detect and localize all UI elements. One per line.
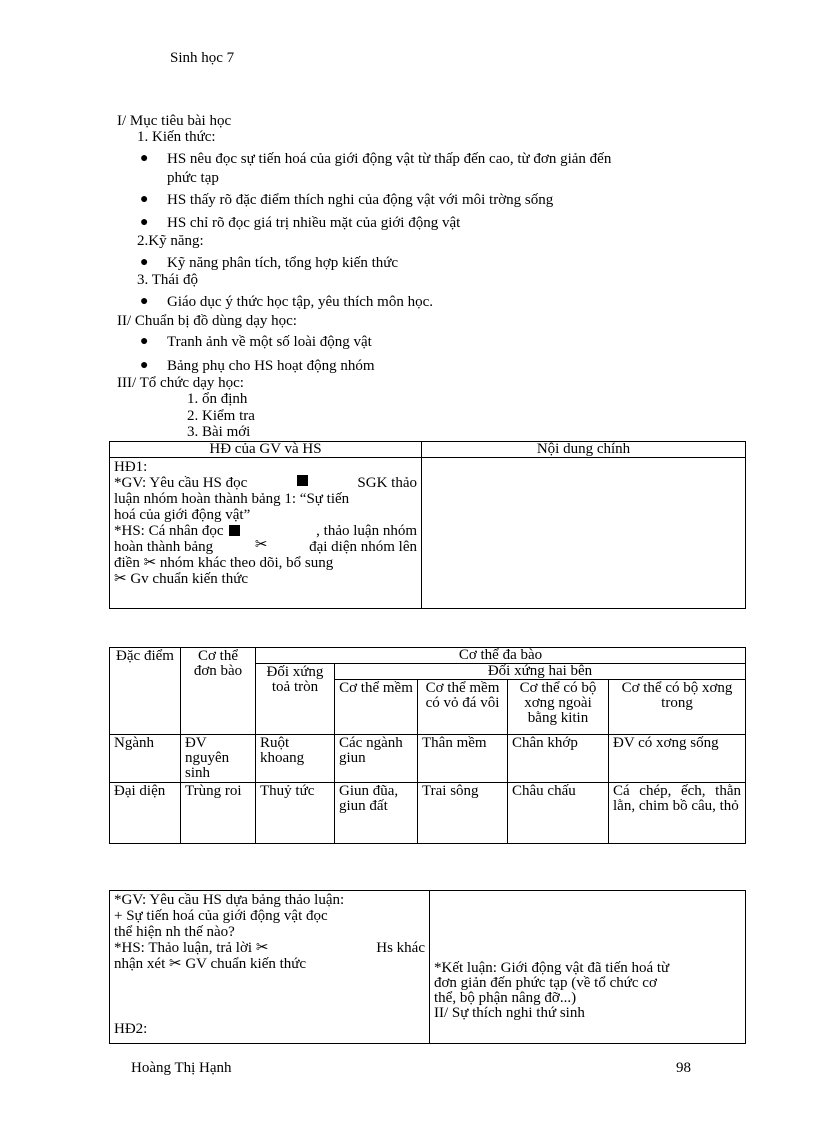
header-radial-symmetry: Đối xứng toả tròn [256,664,335,735]
row-example-cell: Cá chép, ếch, thằn lằn, chim bồ câu, thỏ [609,783,746,844]
scissors-icon: ✂ [114,571,127,587]
bullet-icon: ● [140,151,149,166]
row-phylum-cell: Chân khớp [508,735,609,783]
table3-activities-cell: *GV: Yêu cầu HS dựa bảng thảo luận: + Sự tiến hoá của giới động vật đọc thể hiện nh thế nào? *HS: Thảo luận, trả lời ✂ Hs khác nhận xét ✂ GV chuẩn kiến thức HĐ2: [110,891,430,1044]
bullet-icon: ● [140,294,149,309]
row-example-cell: Giun đũa, giun đất [335,783,418,844]
evolution-table [109,647,746,844]
skills-title: 2.Kỹ năng: [137,233,204,249]
row-example-cell: Thuỷ tức [256,783,335,844]
table1-activities-cell: HĐ1: *GV: Yêu cầu HS đọc SGK thảo luận nhóm hoàn thành bảng 1: “Sự tiến hoá của giới động vật” *HS: Cá nhân đọc , thảo luận nhóm hoàn thành bảng ✂ đại diện nhóm lên điền ✂ nhóm khác theo dõi, bổ sung ✂ Gv chuẩn kiến thức [110,458,422,609]
row-phylum-cell: Thân mềm [418,735,508,783]
row-phylum-label: Ngành [110,735,181,783]
scissors-icon: ✂ [255,940,269,956]
step-2: 2. Kiểm tra [187,408,255,424]
step-1: 1. ổn định [187,391,248,407]
knowledge-title: 1. Kiến thức: [137,129,216,145]
table1-content-cell [422,458,746,609]
row-example-cell: Trùng roi [181,783,256,844]
scissors-icon: ✂ [143,555,157,571]
bullet-icon: ● [140,192,149,207]
section-2-title: II/ Chuẩn bị đồ dùng dạy học: [117,313,297,329]
activity-table-1 [109,441,746,609]
scissors-icon: ✂ [254,537,268,553]
row-phylum-cell: Các ngành giun [335,735,418,783]
row-example-cell: Trai sông [418,783,508,844]
row-phylum-cell: Ruột khoang [256,735,335,783]
row-phylum-cell: ĐV có xơng sống [609,735,746,783]
section-1-title: I/ Mục tiêu bài học [117,113,232,129]
header-internal-skeleton: Cơ thể có bộ xơng trong [609,680,746,735]
header-chitin-skeleton: Cơ thể có bộ xơng ngoài bằng kitin [508,680,609,735]
table1-header-activities: HĐ của GV và HS [110,442,422,458]
attitude-title: 3. Thái độ [137,272,198,288]
black-square-icon [297,475,308,486]
table3-content-cell: *Kết luận: Giới động vật đã tiến hoá từ đơn giản đến phức tạp (về tổ chức cơ thể, bộ phận nâng đỡ...) II/ Sự thích nghi thứ sinh [430,891,746,1044]
step-3: 3. Bài mới [187,424,251,440]
bullet-icon: ● [140,358,149,373]
header-soft-body: Cơ thể mềm [335,680,418,735]
section-3-title: III/ Tổ chức dạy học: [117,375,244,391]
table1-header-content: Nội dung chính [422,442,746,458]
bullet-icon: ● [140,334,149,349]
footer-author: Hoàng Thị Hạnh [131,1060,232,1076]
header-bilateral-symmetry: Đối xứng hai bên [335,664,746,680]
activity-table-2 [109,890,746,1044]
page-header-subject: Sinh học 7 [170,50,235,66]
row-example-label: Đại diện [110,783,181,844]
row-example-cell: Châu chấu [508,783,609,844]
black-square-icon [229,525,240,536]
header-feature: Đặc điểm [110,648,181,735]
row-phylum-cell: ĐV nguyên sinh [181,735,256,783]
scissors-icon: ✂ [168,956,182,972]
header-shelled-body: Cơ thể mềm có vỏ đá vôi [418,680,508,735]
footer-page-number: 98 [676,1060,691,1076]
bullet-icon: ● [140,215,149,230]
knowledge-item-1-cont: phức tạp [167,170,219,186]
header-single-cell: Cơ thể đơn bào [181,648,256,735]
bullet-icon: ● [140,255,149,270]
header-multi-cell: Cơ thể đa bào [256,648,746,664]
